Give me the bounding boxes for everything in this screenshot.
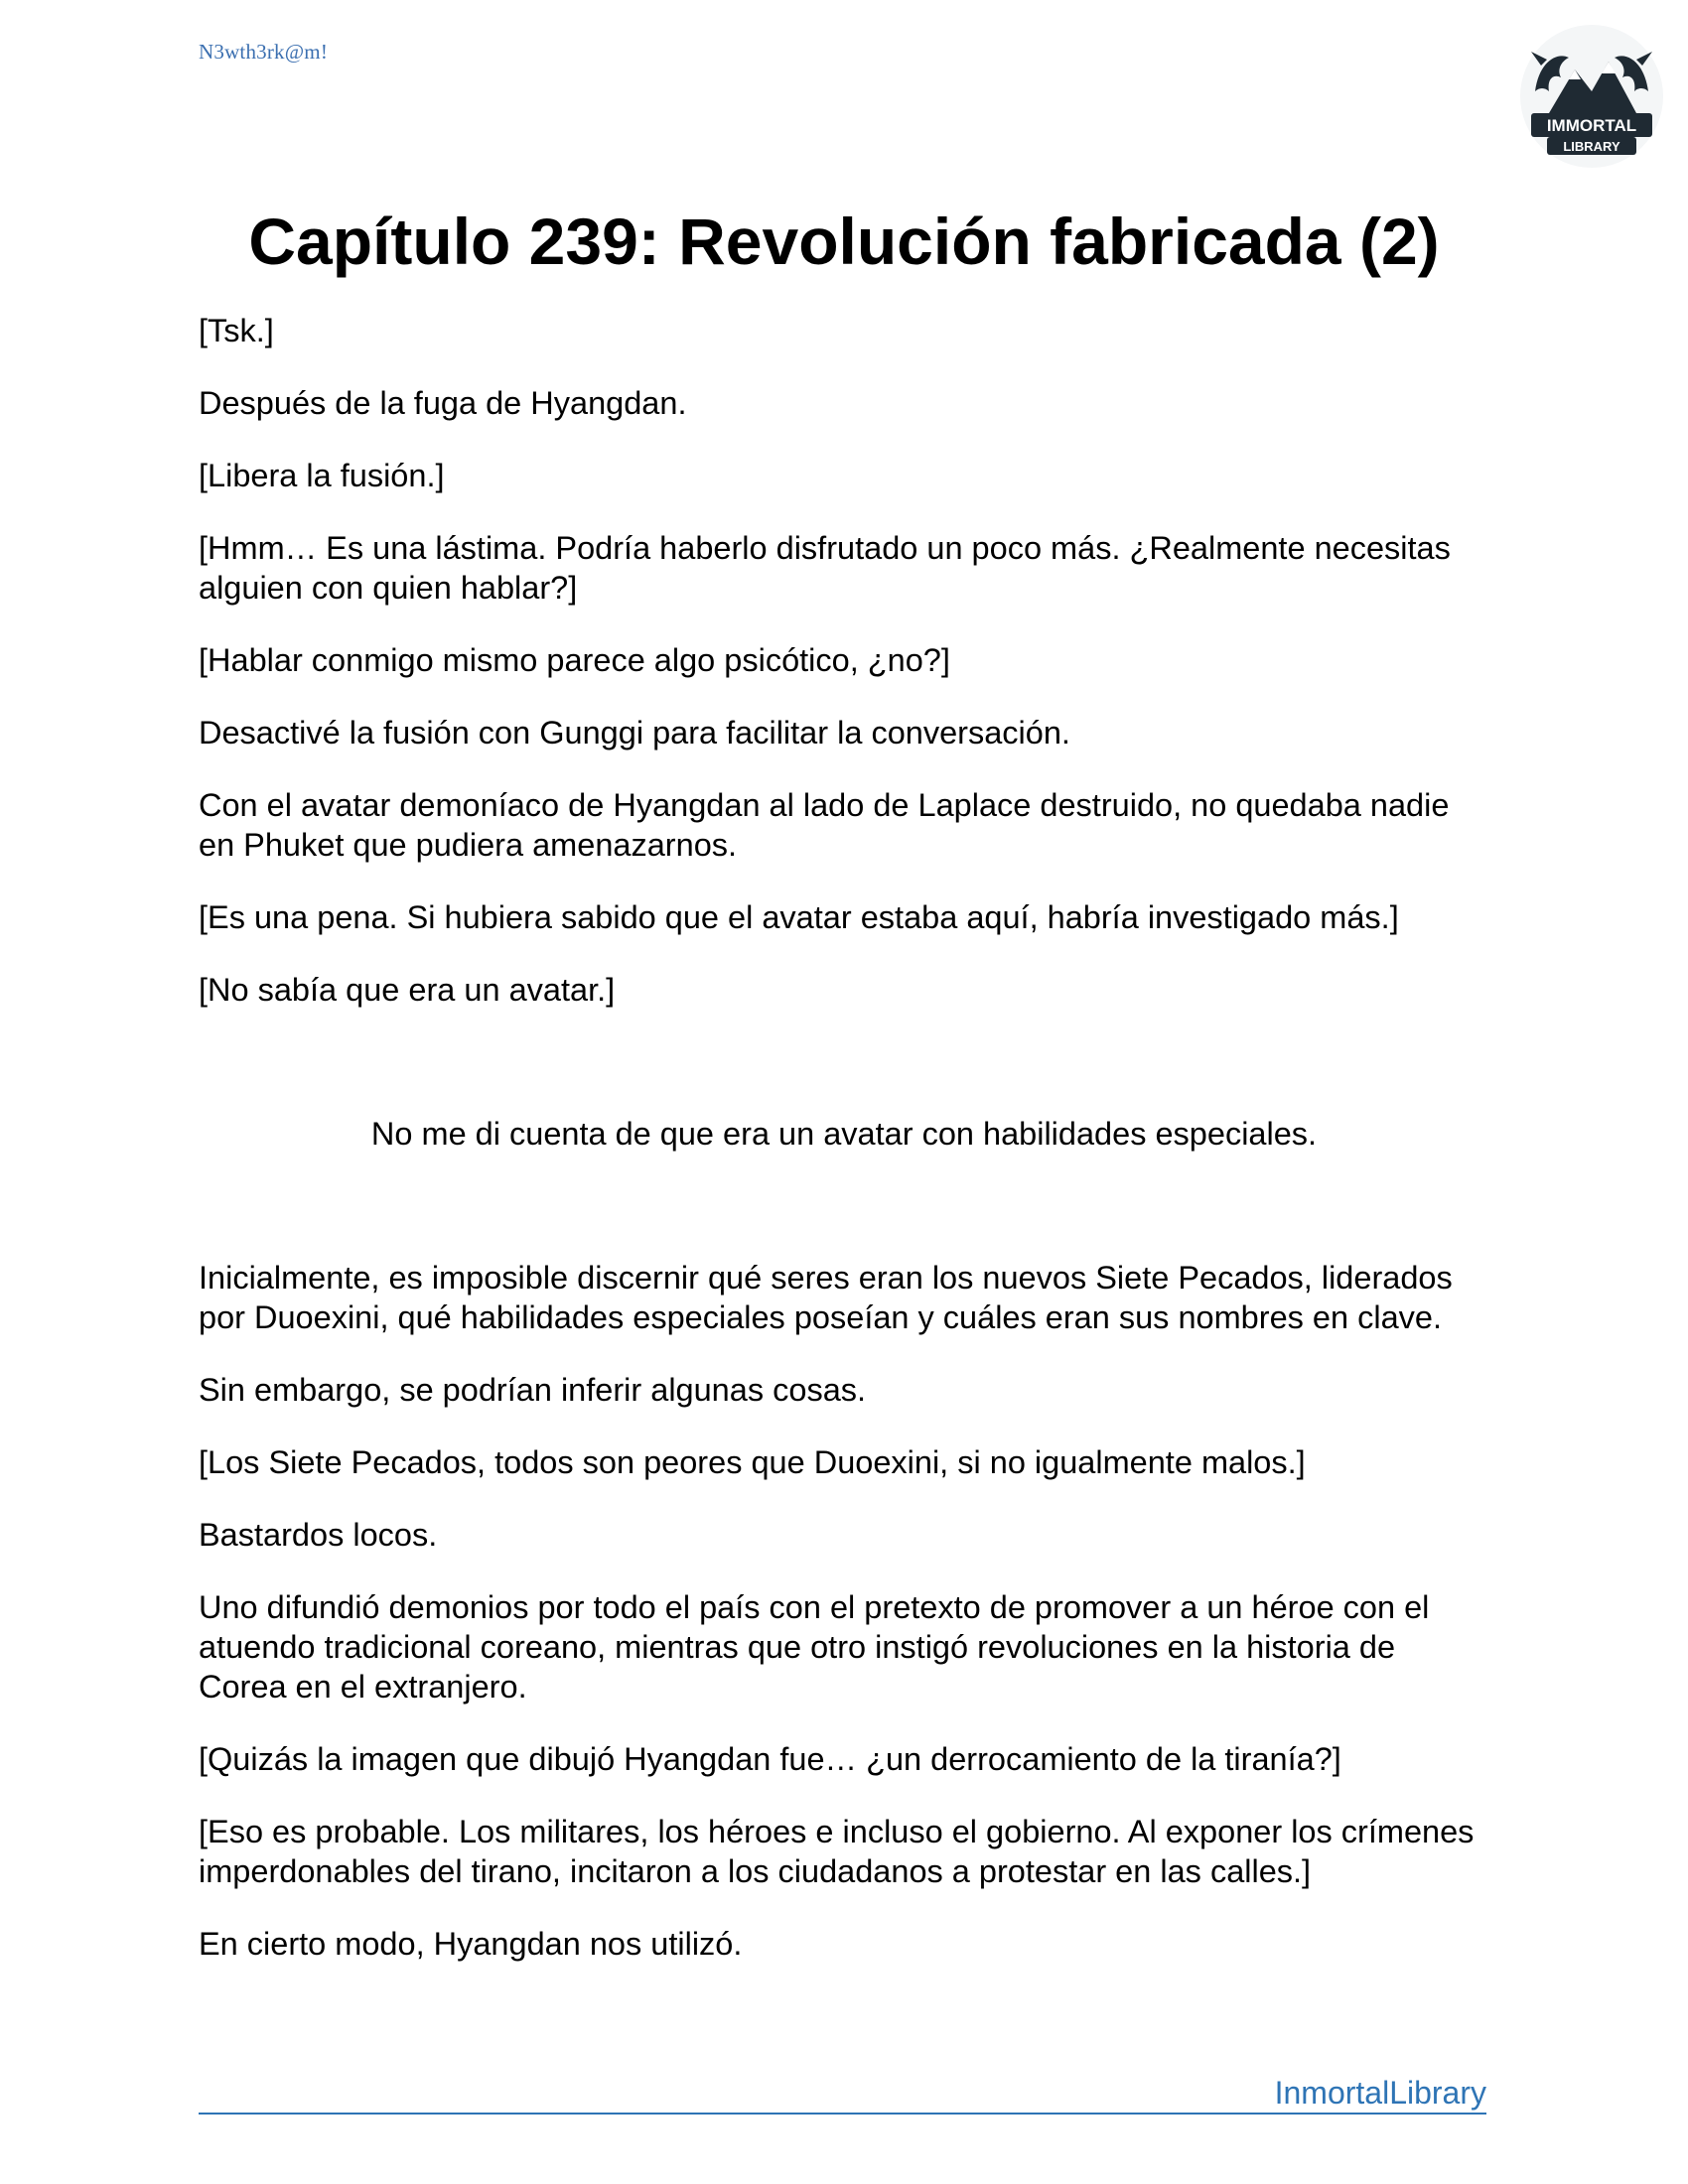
paragraph: Después de la fuga de Hyangdan.	[199, 385, 687, 421]
paragraph: [No sabía que era un avatar.]	[199, 972, 616, 1008]
paragraph: [Eso es probable. Los militares, los héroes e incluso el gobierno. Al exponer los crímenes imperdonables del tirano, incitaron a los ciudadanos a protestar en las calles.]	[199, 1814, 1475, 1889]
footer-link-text[interactable]: InmortalLibrary	[1274, 2075, 1486, 2111]
paragraph: [Libera la fusión.]	[199, 458, 445, 493]
paragraph: [Es una pena. Si hubiera sabido que el avatar estaba aquí, habría investigado más.]	[199, 899, 1399, 935]
chapter-title: Capítulo 239: Revolución fabricada (2)	[248, 205, 1440, 278]
paragraph-centered: No me di cuenta de que era un avatar con habilidades especiales.	[370, 1116, 1318, 1152]
watermark-text: N3wth3rk@m!	[199, 40, 329, 64]
footer-link[interactable]	[199, 2073, 1486, 2115]
paragraph: [Los Siete Pecados, todos son peores que Duoexini, si no igualmente malos.]	[199, 1444, 1306, 1480]
paragraph: Desactivé la fusión con Gunggi para facilitar la conversación.	[199, 715, 1070, 751]
paragraph: [Quizás la imagen que dibujó Hyangdan fue… ¿un derrocamiento de la tiranía?]	[199, 1741, 1341, 1777]
paragraph: Bastardos locos.	[199, 1517, 438, 1553]
chapter-body	[199, 311, 1489, 1996]
immortal-library-logo	[1517, 22, 1666, 171]
logo-text-immortal: IMMORTAL	[1546, 116, 1637, 135]
paragraph: Sin embargo, se podrían inferir algunas cosas.	[199, 1372, 867, 1408]
paragraph: Uno difundió demonios por todo el país con el pretexto de promover a un héroe con el atuendo tradicional coreano, mientras que otro instigó revoluciones en la historia de Corea en el extranjero.	[199, 1589, 1430, 1705]
paragraph: [Hmm… Es una lástima. Podría haberlo disfrutado un poco más. ¿Realmente necesitas alguien con quien hablar?]	[199, 530, 1451, 606]
paragraph: En cierto modo, Hyangdan nos utilizó.	[199, 1926, 743, 1962]
logo-text-library: LIBRARY	[1563, 139, 1620, 154]
paragraph: Con el avatar demoníaco de Hyangdan al lado de Laplace destruido, no quedaba nadie en Phuket que pudiera amenazarnos.	[199, 787, 1450, 863]
paragraph: [Tsk.]	[199, 313, 274, 348]
paragraph: Inicialmente, es imposible discernir qué seres eran los nuevos Siete Pecados, liderados por Duoexini, qué habilidades especiales poseían y cuáles eran sus nombres en clave.	[199, 1260, 1453, 1335]
paragraph: [Hablar conmigo mismo parece algo psicótico, ¿no?]	[199, 642, 950, 678]
